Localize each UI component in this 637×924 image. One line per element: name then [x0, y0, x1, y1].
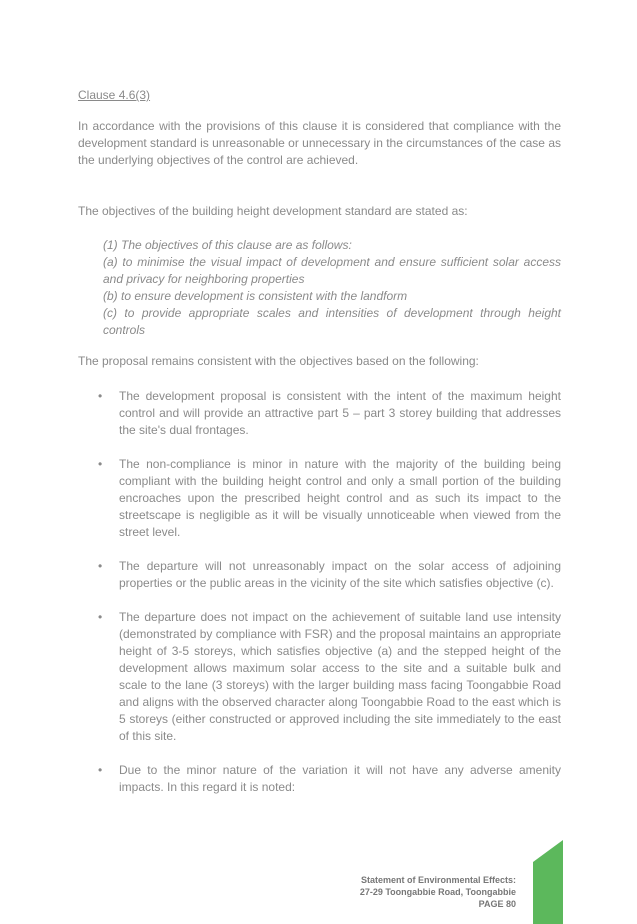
bullet-text: The departure will not unreasonably impact on the solar access of adjoining properties or the public areas in the vicinity of the site which satisfies objective (c). — [119, 559, 561, 590]
bullet-item — [78, 388, 561, 439]
bullet-glyph: • — [98, 457, 103, 471]
objective-item: (c) to provide appropriate scales and intensities of development through height controls — [103, 306, 561, 337]
footer-address: 27-29 Toongabbie Road, Toongabbie — [359, 887, 516, 897]
bullet-item — [78, 609, 561, 745]
bullet-glyph: • — [98, 763, 103, 777]
objective-item: (b) to ensure development is consistent with the landform — [103, 289, 408, 303]
footer-title: Statement of Environmental Effects: — [360, 875, 516, 885]
bullet-text: The departure does not impact on the achievement of suitable land use intensity (demonstrated by compliance with FSR) and the proposal maintains an appropriate height of 3-5 storeys, which satisfies objective (a) and the stepped height of the development allows maximum solar access to the site and a suitable bulk and scale to the lane (3 storeys) with the larger building mass facing Toongabbie Road and aligns with the observed character along Toongabbie Road to the east which is 5 storeys (either constructed or approved including the site immediately to the east of this site. — [119, 610, 561, 743]
objective-item: (a) to minimise the visual impact of development and ensure sufficient solar access and privacy for neighboring properties — [103, 255, 561, 286]
bullet-item — [78, 456, 561, 541]
bullet-glyph: • — [98, 389, 103, 403]
bullet-glyph: • — [98, 610, 103, 624]
clause-heading: Clause 4.6(3) — [78, 88, 151, 102]
intro-paragraph: In accordance with the provisions of this clause it is considered that compliance with the development standard is unreasonable or unnecessary in the circumstances of the case as the underlying objectives of the control are achieved. — [78, 119, 561, 167]
objectives-quote — [103, 237, 561, 339]
bullet-item — [78, 558, 561, 592]
bullet-item — [78, 762, 561, 796]
bullet-text: The development proposal is consistent with the intent of the maximum height control and will provide an attractive part 5 – part 3 storey building that addresses the site's dual frontages. — [119, 389, 561, 437]
consistent-intro: The proposal remains consistent with the objectives based on the following: — [78, 354, 479, 368]
bullet-list — [78, 388, 561, 796]
objectives-intro: The objectives of the building height development standard are stated as: — [78, 204, 468, 218]
page-footer — [360, 874, 516, 910]
page-number: PAGE 80 — [478, 899, 516, 909]
bullet-text: The non-compliance is minor in nature with the majority of the building being compliant with the building height control and only a small portion of the building encroaches upon the prescribed height control and as such its impact to the streetscape is negligible as it will be visually unnoticeable when viewed from the street level. — [119, 457, 561, 539]
bullet-glyph: • — [98, 559, 103, 573]
green-corner-tab-icon — [533, 840, 637, 924]
objective-item: (1) The objectives of this clause are as follows: — [103, 238, 352, 252]
bullet-text: Due to the minor nature of the variation it will not have any adverse amenity impacts. In this regard it is noted: — [119, 763, 561, 794]
